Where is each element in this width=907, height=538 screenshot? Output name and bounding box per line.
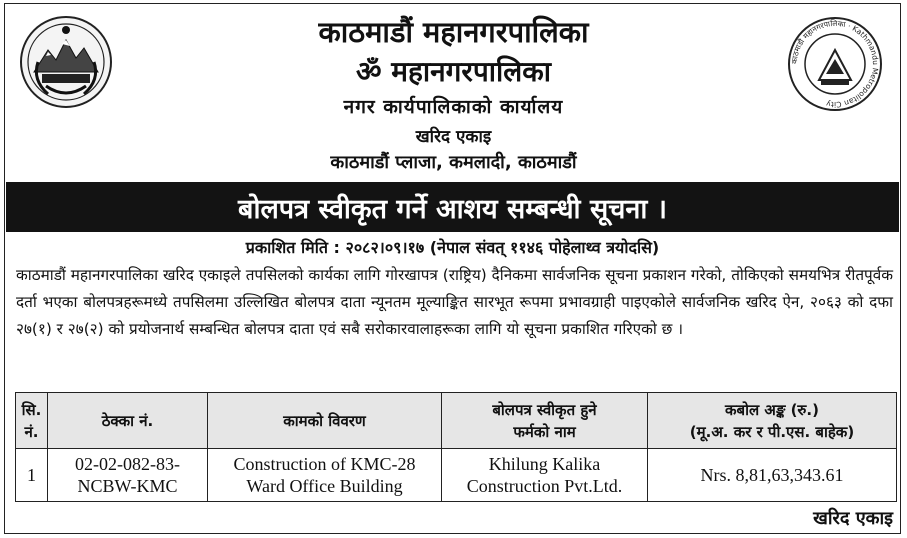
cell-contract-no xyxy=(48,449,208,502)
cell-contract-line2: NCBW-KMC xyxy=(77,476,178,496)
table-row xyxy=(16,449,897,502)
header-bidder-line1: बोलपत्र स्वीकृत हुने xyxy=(492,400,597,419)
cell-description-line1: Construction of KMC-28 xyxy=(233,454,416,474)
municipality-name: काठमाडौं महानगरपालिका xyxy=(318,15,589,49)
cell-sn: 1 xyxy=(16,449,48,502)
unit-name: खरिद एकाइ xyxy=(415,127,492,147)
office-name: नगर कार्यपालिकाको कार्यालय xyxy=(343,96,564,118)
signature-unit: खरिद एकाइ xyxy=(813,508,893,529)
cell-description xyxy=(208,449,442,502)
header-bidder-line2: फर्मको नाम xyxy=(513,422,576,441)
header-sn-line2: नं. xyxy=(24,422,39,441)
cell-contract-line1: 02-02-082-83- xyxy=(75,454,180,474)
header-description: कामको विवरण xyxy=(208,393,442,449)
kmc-seal-icon xyxy=(785,14,885,114)
cell-description-line2: Ward Office Building xyxy=(246,476,403,496)
cell-amount: Nrs. 8,81,63,343.61 xyxy=(648,449,897,502)
cell-bidder-line2: Construction Pvt.Ltd. xyxy=(466,476,623,496)
municipality-name-script: ॐ महानगरपालिका xyxy=(355,55,552,88)
publication-date: प्रकाशित मिति : २०८२।०९।१७ (नेपाल संवत् ११४६ पोहेलाथ्व त्रयोदसि) xyxy=(245,238,660,257)
header-contract-no: ठेक्का नं. xyxy=(48,393,208,449)
notice-title-banner xyxy=(6,182,899,232)
header-sn xyxy=(16,393,48,449)
header-sn-line1: सि. xyxy=(21,400,42,419)
seal-text: काठमाडौं महानगरपालिका · Kathmandu Metropolitan City xyxy=(789,18,881,110)
tender-table xyxy=(15,392,897,502)
cell-bidder xyxy=(442,449,648,502)
header-bidder xyxy=(442,393,648,449)
office-address: काठमाडौं प्लाजा, कमलादी, काठमाडौं xyxy=(330,152,577,173)
notice-body: काठमाडौं महानगरपालिका खरिद एकाइले तपसिलको कार्यका लागि गोरखापत्र (राष्ट्रिय) दैनिकमा सार्वजनिक सूचना प्रकाशन गरेको, तोकिएको समयभित्र रीतपूर्वक दर्ता भएका बोलपत्रहरूमध्ये तपसिलमा उल्लिखित बोलपत्र दाता न्यूनतम मूल्याङ्कित सारभूत रूपमा प्रभावग्राही पाइएकोले सार्वजनिक खरिद ऐन, २०६३ को दफा २७(१) र २७(२) को प्रयोजनार्थ सम्बन्धित बोलपत्र दाता एवं सबै सरोकारवालाहरूका लागि यो सूचना प्रकाशित गरिएको छ । xyxy=(16,266,893,338)
table-header-row xyxy=(16,393,897,449)
nepal-emblem-icon xyxy=(18,14,114,110)
header-amount xyxy=(648,393,897,449)
header-amount-line2: (मू.अ. कर र पी.एस. बाहेक) xyxy=(689,422,855,441)
notice-title: बोलपत्र स्वीकृत गर्ने आशय सम्बन्धी सूचना । xyxy=(238,193,667,225)
cell-bidder-line1: Khilung Kalika xyxy=(488,454,601,474)
header-amount-line1: कबोल अङ्क (रु.) xyxy=(725,400,819,419)
